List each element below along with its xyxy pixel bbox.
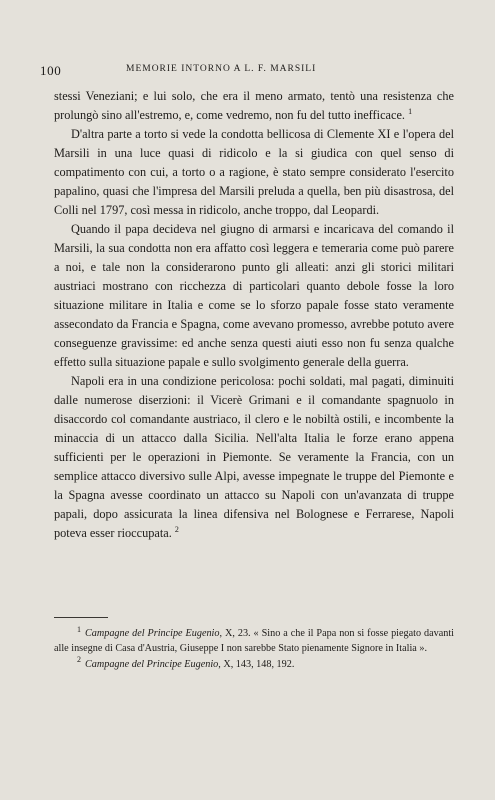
paragraph <box>54 220 454 372</box>
footnote-separator <box>54 617 108 618</box>
footnote <box>54 657 454 672</box>
running-head: MEMORIE INTORNO A L. F. MARSILI <box>126 64 317 74</box>
footnote-number: 1 <box>77 624 81 634</box>
paragraph-text: Quando il papa decideva nel giugno di armarsi e incaricava del comando il Marsili, la sua condotta non era affatto così leggera e temeraria come può parere a noi, e tale non la considerarono punto gli alleati: anzi gli storici militari austriaci mostrano con ricchezza di particolari quanto debole fosse la loro situazione militare in Italia e come se lo sforzo papale fosse stato veramente assecondato da Francia e Spagna, come avevano promesso, avrebbe potuto avere conseguenze gravissime: ed anche senza questi aiuti esso non fu senza qualche effetto sulla situazione papale e sullo svolgimento generale della guerra. <box>54 222 454 369</box>
paragraph <box>54 87 454 125</box>
footnote-title: Campagne del Principe Eugenio <box>85 658 219 670</box>
paragraph-text: stessi Veneziani; e lui solo, che era il meno armato, tentò una resistenza che prolungò sino all'estremo, e, come vedremo, non fu del tutto inefficace. <box>54 89 454 122</box>
footnote-number: 2 <box>77 655 81 665</box>
footnote-marker: 1 <box>408 106 413 116</box>
paragraph-text: Napoli era in una condizione pericolosa: pochi soldati, mal pagati, diminuiti dalle numerose diserzioni: il Vicerè Grimani e il comandante spagnuolo in disaccordo col comandante austriaco, il clero e le nobiltà ostili, e incombente la minaccia di un attacco dalla Sicilia. Nell'alta Italia le forze erano appena sufficienti per le operazioni in Piemonte. Se veramente la Francia, con un semplice attacco diversivo sulle Alpi, avesse impegnate le truppe del Piemonte e la Spagna avesse coordinato un attacco su Napoli con un'avanzata di truppe papali, dopo assicurata la linea difensiva nel Bolognese e Ferrarese, Napoli poteva esser rioccupata. <box>54 374 454 540</box>
main-text <box>54 87 454 543</box>
paragraph <box>54 125 454 220</box>
footnote-marker: 2 <box>174 524 179 534</box>
footnote <box>54 626 454 657</box>
paragraph <box>54 372 454 543</box>
footnote-text: , X, 143, 148, 192. <box>218 658 295 670</box>
footnote-text: , X, 23. « Sino a che il Papa non si fosse piegato davanti alle insegne di Casa d'Austria, Giuseppe I non sarebbe Stato pienamente Signore in Italia ». <box>54 628 454 655</box>
paragraph-text: D'altra parte a torto si vede la condotta bellicosa di Clemente XI e l'opera del Marsili in una luce quasi di ridicolo e la si giudica con quel senso di compatimento con cui, a torto o a ragione, è stato sempre considerato l'esercito papalino, quasi che l'impresa del Marsili preluda a quella, ben più disastrosa, del Colli nel 1797, così messa in ridicolo, anche troppo, dal Leopardi. <box>54 127 454 217</box>
footnote-title: Campagne del Principe Eugenio <box>85 628 220 639</box>
page-number: 100 <box>40 63 62 78</box>
footnotes <box>54 626 454 672</box>
